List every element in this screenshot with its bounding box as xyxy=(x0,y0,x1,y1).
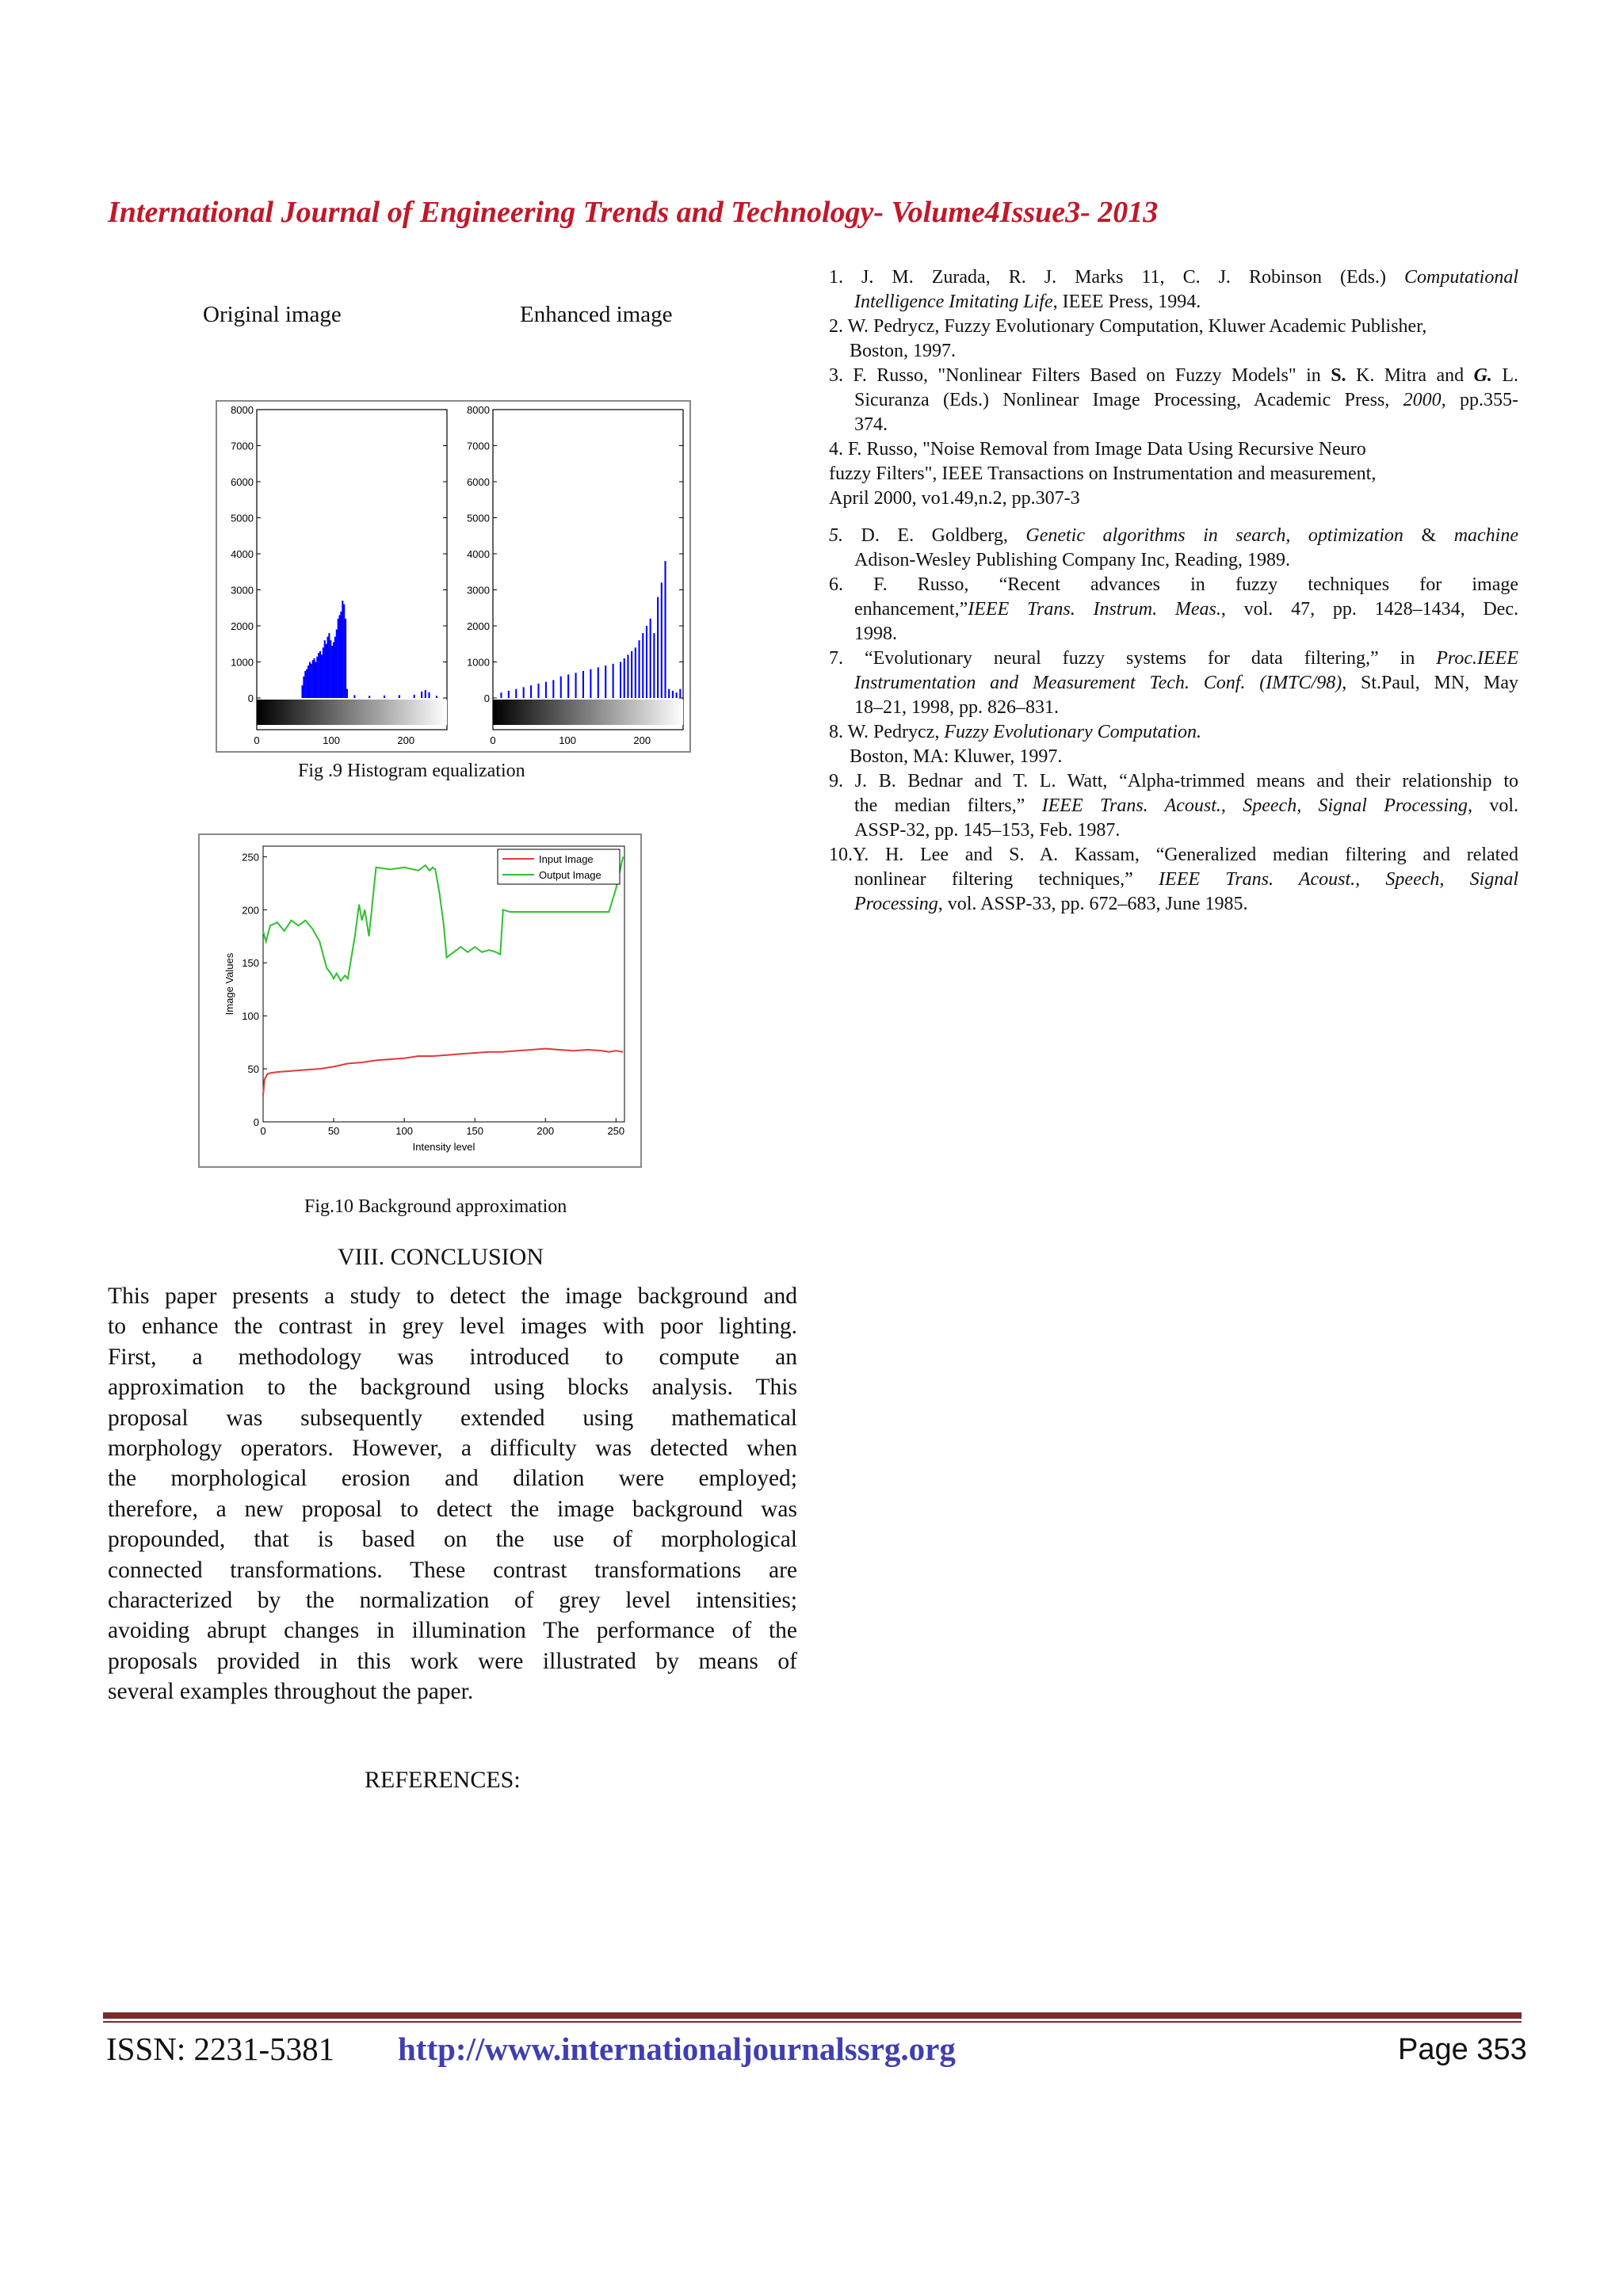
histogram-bar xyxy=(613,664,614,698)
histogram-bar xyxy=(605,666,606,698)
histogram-bar xyxy=(311,664,312,698)
fig9-label-original: Original image xyxy=(203,302,342,327)
references-heading: REFERENCES: xyxy=(365,1767,521,1793)
y-tick-label: 5000 xyxy=(467,512,490,524)
x-tick-label: 0 xyxy=(254,734,260,746)
x-axis-label: Intensity level xyxy=(412,1141,475,1153)
reference-2: 2. W. Pedrycz, Fuzzy Evolutionary Computation, Kluwer Academic Publisher, Boston, 1997. xyxy=(829,316,1427,361)
histogram-axes-box xyxy=(257,410,447,730)
reference-5: 5. D. E. Goldberg, Genetic algorithms in search, optimization & machine Adison-Wesley Publishing Company Inc, Reading, 1989. xyxy=(829,525,1518,570)
y-tick-label: 200 xyxy=(242,904,259,917)
conclusion-line: characterized by the normalization of grey level intensities; xyxy=(108,1587,797,1613)
histogram-bar xyxy=(639,640,640,698)
histogram-bar xyxy=(331,646,333,698)
reference-6: 6. F. Russo, “Recent advances in fuzzy techniques for image enhancement,”IEEE Trans. Instrum. Meas., vol. 47, pp. 1428–1434, Dec. 1998. xyxy=(829,574,1518,644)
histogram-bar xyxy=(523,687,525,698)
reference-7: 7. “Evolutionary neural fuzzy systems for data filtering,” in Proc.IEEE Instrumentation and Measurement Tech. Conf. (IMTC/98), St.Paul, MN, May 18–21, 1998, pp. 826–831. xyxy=(829,648,1518,718)
histogram-bar xyxy=(598,667,599,698)
histogram-bar xyxy=(508,691,510,698)
histogram-bar xyxy=(333,642,334,698)
x-tick-label: 100 xyxy=(395,1125,413,1137)
footer-url-link[interactable]: http://www.internationaljournalssrg.org xyxy=(398,2031,956,2067)
histogram-bar xyxy=(575,673,577,698)
histogram-panel-1 xyxy=(231,404,447,746)
y-tick-label: 0 xyxy=(483,692,490,704)
histogram-bar xyxy=(668,689,670,698)
histogram-bar xyxy=(657,597,659,698)
histogram-bar xyxy=(620,662,621,699)
histogram-bar xyxy=(324,640,326,698)
y-tick-label: 4000 xyxy=(467,548,490,560)
footer-rule-thin xyxy=(103,2021,1522,2023)
y-tick-label: 150 xyxy=(242,957,259,970)
journal-header: International Journal of Engineering Trends and Technology- Volume4Issue3- 2013 xyxy=(108,196,1159,229)
histogram-bar xyxy=(343,605,345,698)
histogram-bar xyxy=(340,612,342,698)
histogram-bar xyxy=(653,633,655,698)
histogram-bar xyxy=(306,669,307,698)
reference-10: 10.Y. H. Lee and S. A. Kassam, “Generalized median filtering and related nonlinear filtering techniques,” IEEE Trans. Acoust., Speech, Signal Processing, vol. ASSP-33, pp. 672–683, June 1985. xyxy=(829,845,1518,914)
histogram-bar xyxy=(323,647,324,698)
histogram-bar xyxy=(664,561,666,698)
histogram-bar xyxy=(342,601,343,698)
histogram-bar xyxy=(537,684,539,698)
x-tick-label: 100 xyxy=(323,734,340,746)
histogram-bar xyxy=(338,619,339,698)
x-tick-label: 0 xyxy=(490,734,496,746)
footer-page-number: Page 353 xyxy=(1398,2033,1527,2066)
histogram-bar xyxy=(346,689,348,698)
histogram-bar xyxy=(635,647,636,698)
histogram-bar xyxy=(307,666,309,698)
histogram-bar xyxy=(545,682,547,698)
conclusion-line: First, a methodology was introduced to compute an xyxy=(108,1344,797,1370)
conclusion-heading: VIII. CONCLUSION xyxy=(338,1244,544,1270)
histogram-bar xyxy=(560,677,562,698)
histogram-bar xyxy=(421,692,422,698)
histogram-bar xyxy=(330,640,331,698)
conclusion-line: to enhance the contrast in grey level images with poor lighting. xyxy=(108,1314,797,1340)
x-tick-label: 50 xyxy=(327,1125,340,1137)
y-tick-label: 8000 xyxy=(467,404,490,416)
histogram-bar xyxy=(314,658,315,698)
y-tick-label: 5000 xyxy=(231,512,254,524)
reference-8: 8. W. Pedrycz, Fuzzy Evolutionary Computation. Boston, MA: Kluwer, 1997. xyxy=(829,722,1201,767)
histogram-bar xyxy=(328,633,330,698)
y-tick-label: 7000 xyxy=(231,440,254,452)
y-tick-label: 250 xyxy=(242,851,259,864)
histogram-bar xyxy=(567,674,569,698)
reference-1: 1. J. M. Zurada, R. J. Marks 11, C. J. Robinson (Eds.) Computational Intelligence Imitating Life, IEEE Press, 1994. xyxy=(829,267,1518,312)
legend xyxy=(498,849,620,884)
histogram-bar xyxy=(646,626,647,698)
histogram-bar xyxy=(327,637,328,698)
conclusion-line: avoiding abrupt changes in illumination The performance of the xyxy=(108,1618,797,1644)
histogram-bar xyxy=(500,692,502,698)
y-tick-label: 3000 xyxy=(467,584,490,597)
conclusion-line: approximation to the background using blocks analysis. This xyxy=(108,1375,797,1401)
y-axis-label: Image Values xyxy=(223,952,235,1016)
conclusion-paragraph xyxy=(108,1281,797,1707)
fig10-caption: Fig.10 Background approximation xyxy=(304,1196,567,1217)
y-tick-label: 7000 xyxy=(467,440,490,452)
histogram-bar xyxy=(672,691,674,698)
conclusion-line: proposal was subsequently extended using mathematical xyxy=(108,1405,797,1431)
x-tick-label: 250 xyxy=(607,1125,625,1137)
footer-issn: ISSN: 2231-5381 xyxy=(106,2031,335,2067)
y-tick-label: 50 xyxy=(247,1063,259,1076)
histogram-bar xyxy=(321,654,323,698)
y-tick-label: 1000 xyxy=(467,656,490,669)
histogram-bar xyxy=(624,658,625,698)
histogram-bar xyxy=(552,680,554,698)
y-tick-label: 3000 xyxy=(231,584,254,597)
x-tick-label: 200 xyxy=(397,734,415,746)
x-tick-label: 200 xyxy=(537,1125,555,1137)
x-tick-label: 0 xyxy=(260,1125,266,1137)
histogram-bar xyxy=(318,653,319,698)
intensity-gradient-bar xyxy=(493,700,683,725)
y-tick-label: 0 xyxy=(253,1116,259,1128)
x-tick-label: 200 xyxy=(633,734,651,746)
figure-10 xyxy=(198,833,642,1168)
histogram-bar xyxy=(642,633,643,698)
y-tick-label: 2000 xyxy=(231,620,254,632)
histogram-bar xyxy=(384,696,385,698)
y-tick-label: 4000 xyxy=(231,548,254,560)
histogram-bar xyxy=(353,695,355,698)
y-tick-label: 1000 xyxy=(231,656,254,669)
conclusion-line: morphology operators. However, a difficulty was detected when xyxy=(108,1435,797,1461)
histogram-panel-2 xyxy=(467,404,683,746)
plot-area xyxy=(263,846,624,1122)
conclusion-line: propounded, that is based on the use of morphological xyxy=(108,1527,797,1553)
fig9-label-enhanced: Enhanced image xyxy=(520,302,673,327)
histogram-figure xyxy=(217,402,689,751)
conclusion-line: therefore, a new proposal to detect the image background was xyxy=(108,1496,797,1522)
histogram-bar xyxy=(631,651,632,698)
figure-9 xyxy=(216,400,691,753)
histogram-bar xyxy=(414,695,415,698)
y-tick-label: 0 xyxy=(247,692,254,704)
y-tick-label: 8000 xyxy=(231,404,254,416)
histogram-bar xyxy=(304,671,306,698)
reference-3: 3. F. Russo, "Nonlinear Filters Based on Fuzzy Models" in S. K. Mitra and G. L. Sicuranza (Eds.) Nonlinear Image Processing, Academic Press, 2000, pp.355- 374. xyxy=(829,365,1518,435)
histogram-bar xyxy=(345,619,346,698)
histogram-bar xyxy=(661,582,663,698)
histogram-bar xyxy=(309,662,311,699)
histogram-bar xyxy=(399,695,400,698)
background-approximation-chart xyxy=(200,835,640,1166)
intensity-gradient-bar xyxy=(257,700,447,725)
reference-9: 9. J. B. Bednar and T. L. Watt, “Alpha-trimmed means and their relationship to the median filters,” IEEE Trans. Acoust., Speech, Signal Processing, vol. ASSP-32, pp. 145–153, Feb. 1987. xyxy=(829,771,1519,841)
histogram-bar xyxy=(319,651,321,698)
histogram-bar xyxy=(590,669,591,698)
histogram-bar xyxy=(301,685,303,698)
y-tick-label: 6000 xyxy=(467,476,490,488)
conclusion-line: proposals provided in this work were illustrated by means of xyxy=(108,1648,797,1674)
histogram-bar xyxy=(515,689,517,698)
conclusion-line: connected transformations. These contrast transformations are xyxy=(108,1557,797,1583)
y-tick-label: 100 xyxy=(242,1010,259,1023)
histogram-bar xyxy=(336,630,338,698)
histogram-bar xyxy=(312,660,314,698)
histogram-bar xyxy=(627,654,628,698)
histogram-bar xyxy=(650,619,651,698)
x-tick-label: 150 xyxy=(466,1125,484,1137)
fig9-caption: Fig .9 Histogram equalization xyxy=(298,761,525,781)
histogram-bar xyxy=(334,637,336,698)
histogram-bar xyxy=(326,644,327,698)
reference-4: 4. F. Russo, "Noise Removal from Image Data Using Recursive Neuro fuzzy Filters", IEEE Transactions on Instrumentation and measurement, April 2000, vo1.49,n.2, pp.307-3 xyxy=(829,439,1377,509)
x-tick-label: 100 xyxy=(559,734,576,746)
histogram-bar xyxy=(428,692,430,698)
conclusion-line: the morphological erosion and dilation were employed; xyxy=(108,1466,797,1492)
histogram-bar xyxy=(582,671,584,698)
histogram-bar xyxy=(369,696,370,698)
conclusion-line: several examples throughout the paper. xyxy=(108,1679,474,1705)
histogram-bar xyxy=(303,677,304,698)
legend-label: Input Image xyxy=(539,853,594,865)
histogram-bar xyxy=(530,685,532,698)
y-tick-label: 2000 xyxy=(467,620,490,632)
y-tick-label: 6000 xyxy=(231,476,254,488)
legend-label: Output Image xyxy=(539,869,601,881)
histogram-bar xyxy=(425,690,426,698)
histogram-bar xyxy=(316,657,318,698)
histogram-bar xyxy=(679,689,681,698)
histogram-bar xyxy=(436,696,437,698)
footer-rule xyxy=(103,2012,1522,2019)
histogram-bar xyxy=(315,662,316,699)
conclusion-line: This paper presents a study to detect the image background and xyxy=(108,1283,797,1309)
histogram-bar xyxy=(339,615,341,698)
histogram-bar xyxy=(676,692,678,698)
